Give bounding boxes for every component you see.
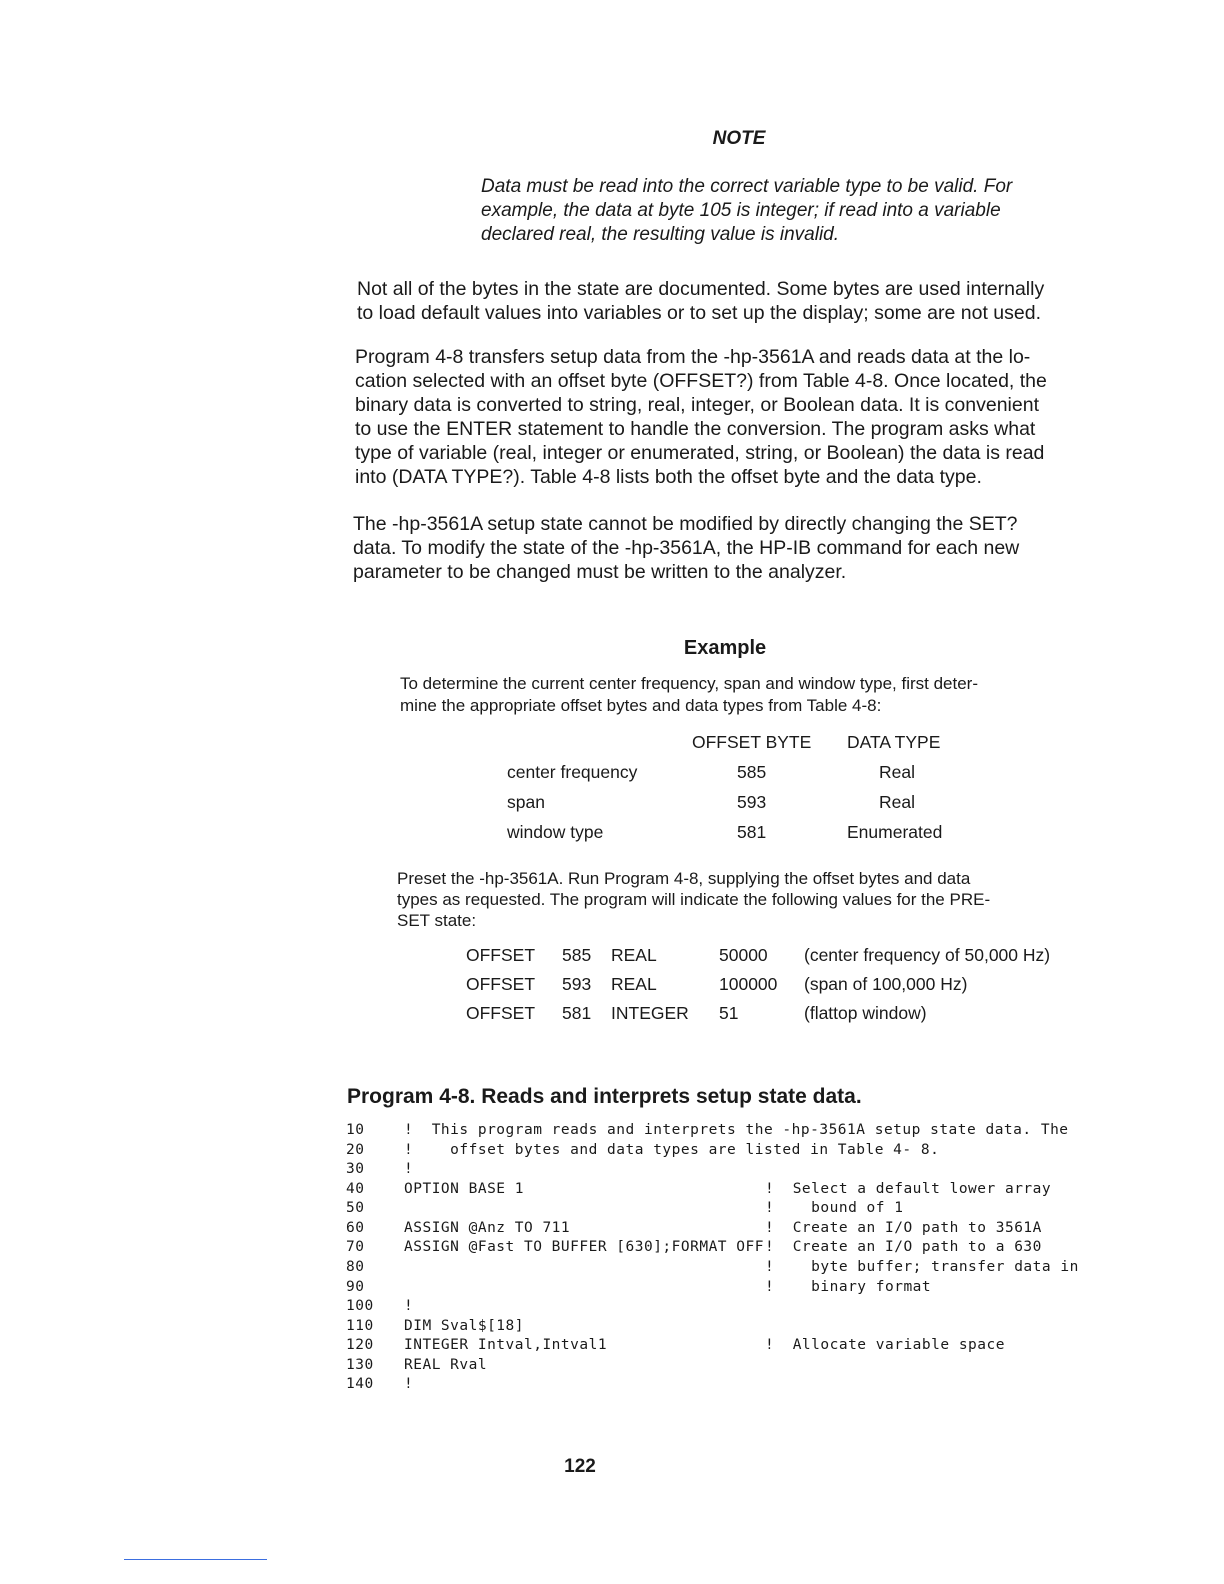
- table-row-offset: 585: [737, 762, 767, 782]
- result-value: 50000: [719, 945, 768, 965]
- code-line-number: 90: [346, 1279, 365, 1295]
- code-line-number: 40: [346, 1181, 365, 1197]
- result-label: OFFSET: [466, 945, 536, 965]
- example-preset-text: Preset the -hp-3561A. Run Program 4-8, supplying the offset bytes and data types as requested. The program will indicate the following values for the PRE- SET state:: [397, 869, 991, 930]
- code-line-comment: ! binary format: [765, 1279, 932, 1295]
- table-row-type: Enumerated: [847, 822, 943, 842]
- result-comment: (span of 100,000 Hz): [804, 974, 968, 994]
- code-line-text: DIM Sval$[18]: [404, 1318, 524, 1334]
- paragraph-state-modification: The -hp-3561A setup state cannot be modified by directly changing the SET? data. To modify the state of the -hp-3561A, the HP-IB command for each new parameter to be changed must be written to the analyzer.: [353, 513, 1020, 583]
- paragraph-undocumented-bytes: Not all of the bytes in the state are documented. Some bytes are used internally to load default values into variables or to set up the display; some are not used.: [357, 278, 1045, 324]
- code-line-text: REAL Rval: [404, 1357, 488, 1373]
- code-line-number: 80: [346, 1259, 365, 1275]
- example-intro: To determine the current center frequency, span and window type, first deter- mine the appropriate offset bytes and data types from Table 4-8:: [400, 674, 978, 715]
- result-comment: (flattop window): [804, 1003, 927, 1023]
- code-line-text: !: [404, 1376, 414, 1392]
- code-line-text: ! This program reads and interprets the -hp-3561A setup state data. The: [404, 1122, 1069, 1138]
- code-line-number: 120: [346, 1337, 374, 1353]
- code-line-text: ASSIGN @Fast TO BUFFER [630];FORMAT OFF: [404, 1239, 764, 1255]
- table-row-type: Real: [879, 792, 915, 812]
- table-row-offset: 593: [737, 792, 767, 812]
- code-line-number: 30: [346, 1161, 365, 1177]
- code-line-text: !: [404, 1298, 414, 1314]
- code-line-text: OPTION BASE 1: [404, 1181, 524, 1197]
- code-line-number: 110: [346, 1318, 374, 1334]
- result-type: INTEGER: [611, 1003, 689, 1023]
- code-line-text: ASSIGN @Anz TO 711: [404, 1220, 571, 1236]
- table-row-offset: 581: [737, 822, 767, 842]
- paragraph-program-description: Program 4-8 transfers setup data from the -hp-3561A and reads data at the lo- cation selected with an offset byte (OFFSET?) from Table 4-8. Once located, the binary data is converted to string, real, integer, or Boolean data. It is convenient to use the ENTER statement to handle the conversion. The program asks what type of variable (real, integer or enumerated, string, or Boolean) the data is read into (DATA TYPE?). Table 4-8 lists both the offset byte and the data type.: [355, 346, 1047, 488]
- code-line-comment: ! Allocate variable space: [765, 1337, 1005, 1353]
- result-byte: 585: [562, 945, 592, 965]
- note-body: Data must be read into the correct variable type to be valid. For example, the data at byte 105 is integer; if read into a variable declared real, the resulting value is invalid.: [481, 176, 1013, 245]
- result-byte: 581: [562, 1003, 592, 1023]
- result-value: 51: [719, 1003, 739, 1023]
- result-type: REAL: [611, 945, 657, 965]
- page-number: 122: [564, 1456, 596, 1477]
- code-line-comment: ! byte buffer; transfer data in: [765, 1259, 1079, 1275]
- code-line-text: INTEGER Intval,Intval1: [404, 1337, 608, 1353]
- code-line-comment: ! bound of 1: [765, 1200, 904, 1216]
- code-line-comment: ! Create an I/O path to a 630: [765, 1239, 1042, 1255]
- code-line-text: ! offset bytes and data types are listed in Table 4- 8.: [404, 1142, 940, 1158]
- note-title: NOTE: [712, 128, 766, 149]
- code-line-number: 100: [346, 1298, 374, 1314]
- code-line-number: 50: [346, 1200, 365, 1216]
- program-title: Program 4-8. Reads and interprets setup state data.: [347, 1085, 862, 1108]
- table-row-name: window type: [507, 822, 604, 842]
- table-row-name: center frequency: [507, 762, 638, 782]
- result-label: OFFSET: [466, 1003, 536, 1023]
- code-line-number: 70: [346, 1239, 365, 1255]
- result-type: REAL: [611, 974, 657, 994]
- result-comment: (center frequency of 50,000 Hz): [804, 945, 1051, 965]
- code-line-number: 20: [346, 1142, 365, 1158]
- result-value: 100000: [719, 974, 778, 994]
- code-line-number: 60: [346, 1220, 365, 1236]
- code-line-number: 10: [346, 1122, 365, 1138]
- code-line-number: 130: [346, 1357, 374, 1373]
- code-line-comment: ! Select a default lower array: [765, 1181, 1052, 1197]
- table-header-offset: OFFSET BYTE: [692, 732, 812, 752]
- code-line-number: 140: [346, 1376, 374, 1392]
- table-header-type: DATA TYPE: [847, 732, 941, 752]
- table-row-type: Real: [879, 762, 915, 782]
- code-line-text: !: [404, 1161, 414, 1177]
- example-title: Example: [683, 637, 767, 659]
- code-line-comment: ! Create an I/O path to 3561A: [765, 1220, 1042, 1236]
- footer-rule: [124, 1559, 267, 1560]
- result-label: OFFSET: [466, 974, 536, 994]
- table-row-name: span: [507, 792, 545, 812]
- result-byte: 593: [562, 974, 592, 994]
